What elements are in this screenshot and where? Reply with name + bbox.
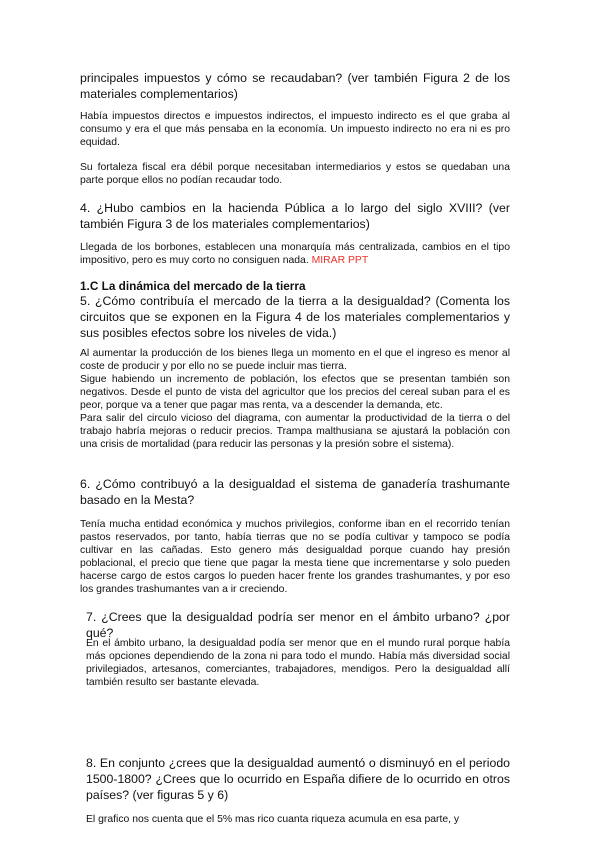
- mirar-ppt-note: MIRAR PPT: [311, 255, 369, 266]
- question-4: 4. ¿Hubo cambios en la hacienda Pública a lo largo del siglo XVIII? (ver también Figura 3 de los materiales complementarios): [80, 201, 510, 231]
- answer-4-text: Llegada de los borbones, establecen una monarquía más centralizada, cambios en el tipo impositivo, pero es muy corto no consiguen nada.: [80, 242, 510, 266]
- answer-8-start: El grafico nos cuenta que el 5% mas rico cuanta riqueza acumula en esa parte, y: [86, 814, 460, 825]
- answer-7: En el ámbito urbano, la desigualdad podía ser menor que en el mundo rural porque había más opciones dependiendo de la zona ni para todo el mundo. Había más diversidad social privilegiados, artesanos, comerciantes, trabajadores, mendigos. Pero la desigualdad allí también resulto ser bastante elevada.: [86, 638, 510, 688]
- question-6: 6. ¿Cómo contribuyó a la desigualdad el sistema de ganadería trashumante basado en la Mesta?: [80, 477, 510, 507]
- section-heading: 1.C La dinámica del mercado de la tierra: [80, 279, 306, 293]
- question-7: 7. ¿Crees que la desigualdad podría ser menor en el ámbito urbano? ¿por qué?: [86, 610, 510, 640]
- question-8: 8. En conjunto ¿crees que la desigualdad aumentó o disminuyó en el periodo 1500-1800? ¿Crees que lo ocurrido en España difiere de lo ocurrido en otros países? (ver figuras 5 y 6): [86, 756, 510, 802]
- answer-4: [80, 241, 510, 267]
- answer-6: Tenía mucha entidad económica y muchos privilegios, conforme iban en el recorrido tenían pastos reservados, por tanto, había tierras que no se podía cultivar y tampoco se podía cultivar en las cañadas. Esto genero más desigualdad porque cuando hay presión poblacional, el precio que tiene que pagar la mesta tiene que incrementarse y solo pueden hacerse cargo de estos cargos lo pueden hacer frente los grandes trashumantes, y por eso los grandes trashumantes van a ir creciendo.: [80, 519, 510, 595]
- answer-5-paragraph-1: Al aumentar la producción de los bienes llega un momento en el que el ingreso es menor al coste de producir y por ello no se puede incluir mas tierra.: [80, 348, 510, 372]
- answer-3-paragraph-1: Había impuestos directos e impuestos indirectos, el impuesto indirecto es el que graba al consumo y era el que más pensaba en la economía. Un impuesto indirecto no era ni es pro equidad.: [80, 111, 510, 148]
- answer-5-paragraph-3: Para salir del circulo vicioso del diagrama, con aumentar la productividad de la tierra o del trabajo habría mejoras o reducir precios. Trampa malthusiana se ajustará la población con una crisis de mortalidad (para reducir las personas y la presión sobre el sistema).: [80, 413, 510, 450]
- answer-3-paragraph-2: Su fortaleza fiscal era débil porque necesitaban intermediarios y estos se quedaban una parte porque ellos no podían recaudar todo.: [80, 162, 510, 186]
- question-5: 5. ¿Cómo contribuía el mercado de la tierra a la desigualdad? (Comenta los circuitos que se exponen en la Figura 4 de los materiales complementarios y sus posibles efectos sobre los niveles de vida.): [80, 294, 510, 340]
- question-3-continuation: principales impuestos y cómo se recaudaban? (ver también Figura 2 de los materiales complementarios): [80, 71, 510, 101]
- answer-5-paragraph-2: Sigue habiendo un incremento de población, los efectos que se presentan también son negativos. Desde el punto de vista del agricultor que los precios del cereal suban para el es peor, porque va a tener que pagar mas renta, va a descender la demanda, etc.: [80, 374, 510, 411]
